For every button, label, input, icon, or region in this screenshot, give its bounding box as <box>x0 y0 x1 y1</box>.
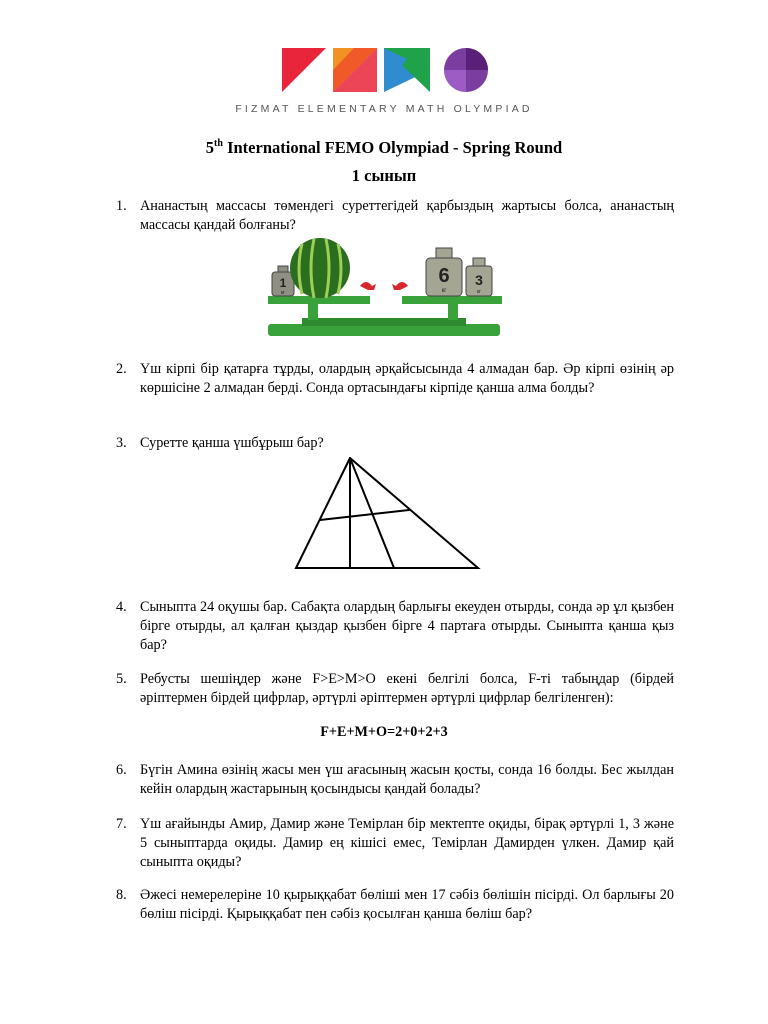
question-text: Суретте қанша үшбұрыш бар? <box>140 435 324 451</box>
question-6 <box>116 761 674 799</box>
question-number: 8. <box>116 887 127 903</box>
question-number: 5. <box>116 671 127 687</box>
question-text: Әжесі немерелеріне 10 қырыққабат бөліші мен 17 сәбіз бөлішін пісірді. Ол барлығы 20 бөліш пісірді. Қырыққабат пен сәбіз қосылған қанша бөліш бар? <box>140 887 674 922</box>
question-number: 1. <box>116 198 127 214</box>
question-text: Ананастың массасы төмендегі суреттегідей қарбыздың жартысы болса, ананастың массасы қандай болғаны? <box>140 198 674 233</box>
question-2 <box>116 360 674 398</box>
question-number: 2. <box>116 361 127 377</box>
femo-logo <box>282 48 488 92</box>
balance-scale-figure <box>262 238 508 345</box>
title-superscript: th <box>214 138 223 149</box>
weight-unit-6: кг <box>441 288 447 294</box>
question-3 <box>116 434 674 453</box>
weight-label-1: 1 <box>279 276 287 290</box>
logo-caption: FIZMAT ELEMENTARY MATH OLYMPIAD <box>235 103 533 115</box>
question-text: Үш ағайынды Амир, Дамир және Темірлан бір мектепте оқиды, бірақ әртүрлі 1, 3 және 5 сыныптарда оқиды. Дамир ең кішісі емес, Темірлан Дамирден үлкен. Дамир қай сыныпта оқиды? <box>140 816 674 870</box>
question-7 <box>116 815 674 872</box>
question-1 <box>116 197 674 235</box>
question-text: Үш кірпі бір қатарға тұрды, олардың әрқайсысында 4 алмадан бар. Әр кірпі өзінің әр көршісіне 2 алмадан берді. Сонда ортасындағы кірпіде қанша алма болды? <box>140 361 674 396</box>
weight-label-6: 6 <box>438 265 450 287</box>
grade-heading: 1 сынып <box>351 166 417 185</box>
rebus-formula: F+E+M+O=2+0+2+3 <box>320 724 448 740</box>
question-text: Сыныпта 24 оқушы бар. Сабақта олардың барлығы екеуден отырды, сонда әр ұл қызбен бірге отырды, ал қалған қыздар қызбен бірге 4 партаға отырды. Сыныпта қанша қыз бар? <box>140 599 674 653</box>
question-number: 7. <box>116 816 127 832</box>
weight-label-3: 3 <box>475 272 483 288</box>
question-number: 4. <box>116 599 127 615</box>
question-8 <box>116 886 674 924</box>
weight-unit-1: кг <box>280 290 286 296</box>
question-4 <box>116 598 674 655</box>
page-title <box>0 138 768 158</box>
question-text: Ребусты шешіңдер және F>E>M>O екені белгілі болса, F-ті табыңдар (бірдей әріптермен бірдей цифрлар, әртүрлі әріптермен әртүрлі цифрлар белгіленген): <box>140 671 674 706</box>
triangle-figure <box>290 454 486 579</box>
title-number: 5 <box>205 138 215 157</box>
question-number: 6. <box>116 762 127 778</box>
weight-unit-3: кг <box>476 289 482 295</box>
question-text: Бүгін Амина өзінің жасы мен үш ағасының жасын қосты, сонда 16 болды. Бес жылдан кейін олардың жастарының қосындысы қандай болады? <box>140 762 674 797</box>
question-number: 3. <box>116 435 127 451</box>
question-5 <box>116 670 674 708</box>
title-text: International FEMO Olympiad - Spring Round <box>222 138 563 157</box>
